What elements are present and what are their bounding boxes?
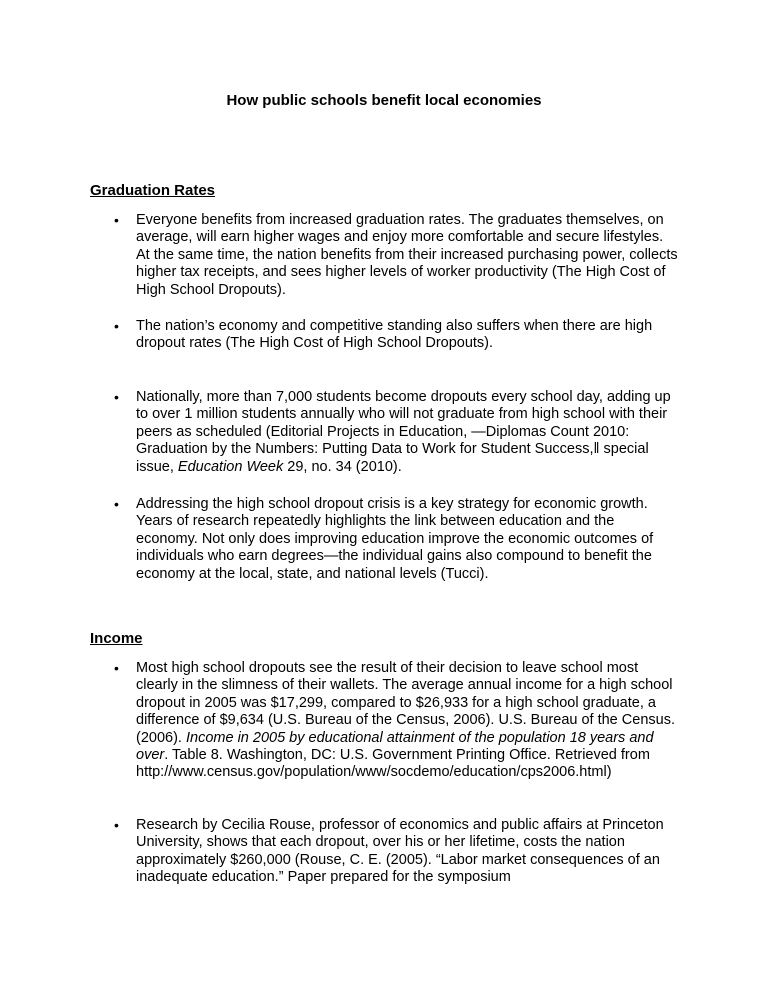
list-item [90, 389, 680, 476]
bullet-icon: • [114, 212, 119, 228]
list-item [90, 212, 680, 299]
bullet-icon: • [114, 389, 119, 405]
bullet-text-part: . Table 8. Washington, DC: U.S. Government Printing Office. Retrieved from http://www.census.gov/population/www/socdemo/education/cps2006.html) [136, 747, 650, 781]
bullet-text [136, 660, 680, 782]
list-item [90, 496, 680, 583]
bullet-text: Everyone benefits from increased graduation rates. The graduates themselves, on average, will earn higher wages and enjoy more comfortable and secure lifestyles. At the same time, the nation benefits from their increased purchasing power, collects higher tax receipts, and sees higher levels of worker productivity (The High Cost of High School Dropouts). [136, 212, 678, 298]
section-heading-income: Income [90, 630, 143, 647]
bullet-text: The nation’s economy and competitive standing also suffers when there are high dropout rates (The High Cost of High School Dropouts). [136, 318, 653, 352]
bullet-icon: • [114, 660, 119, 676]
bullet-text [136, 389, 680, 476]
list-item [90, 660, 680, 782]
bullet-icon: • [114, 496, 119, 512]
bullet-text-part: Nationally, more than 7,000 students become dropouts every school day, adding up to over 1 million students annually who will not graduate from high school with their peers as scheduled (Editorial Projects in Education, ―Diplomas Count 2010: Graduation by the Numbers: Putting Data to Work for Student Success,‖ special issue, [136, 389, 671, 475]
bullet-text-italic: Income in 2005 by educational attainment of the population 18 years and over [136, 729, 654, 764]
bullet-text: Research by Cecilia Rouse, professor of economics and public affairs at Princeton University, shows that each dropout, over his or her lifetime, costs the nation approximately $260,000 (Rouse, C. E. (2005). “Labor market consequences of an inadequate education.” Paper prepared for the symposium [136, 817, 664, 886]
section-heading-graduation-rates: Graduation Rates [90, 182, 216, 199]
list-item [90, 318, 680, 353]
bullet-text-part: Most high school dropouts see the result of their decision to leave school most clearly in the slimness of their wallets. The average annual income for a high school dropout in 2005 was $17,299, compared to $26,933 for a high school graduate, a difference of $9,634 (U.S. Bureau of the Census, 2006). U.S. Bureau of the Census. (2006). [136, 660, 675, 746]
bullet-text-italic: Education Week [177, 458, 284, 475]
bullet-text: Addressing the high school dropout crisis is a key strategy for economic growth. Years of research repeatedly highlights the link between education and the economy. Not only does improving education improve the economic outcomes of individuals who earn degrees—the individual gains also compound to benefit the economy at the local, state, and national levels (Tucci). [136, 496, 654, 582]
bullet-icon: • [114, 318, 119, 334]
page-title: How public schools benefit local economies [226, 92, 542, 109]
bullet-text-part: 29, no. 34 (2010). [283, 458, 402, 475]
bullet-icon: • [114, 817, 119, 833]
list-item [90, 817, 680, 887]
